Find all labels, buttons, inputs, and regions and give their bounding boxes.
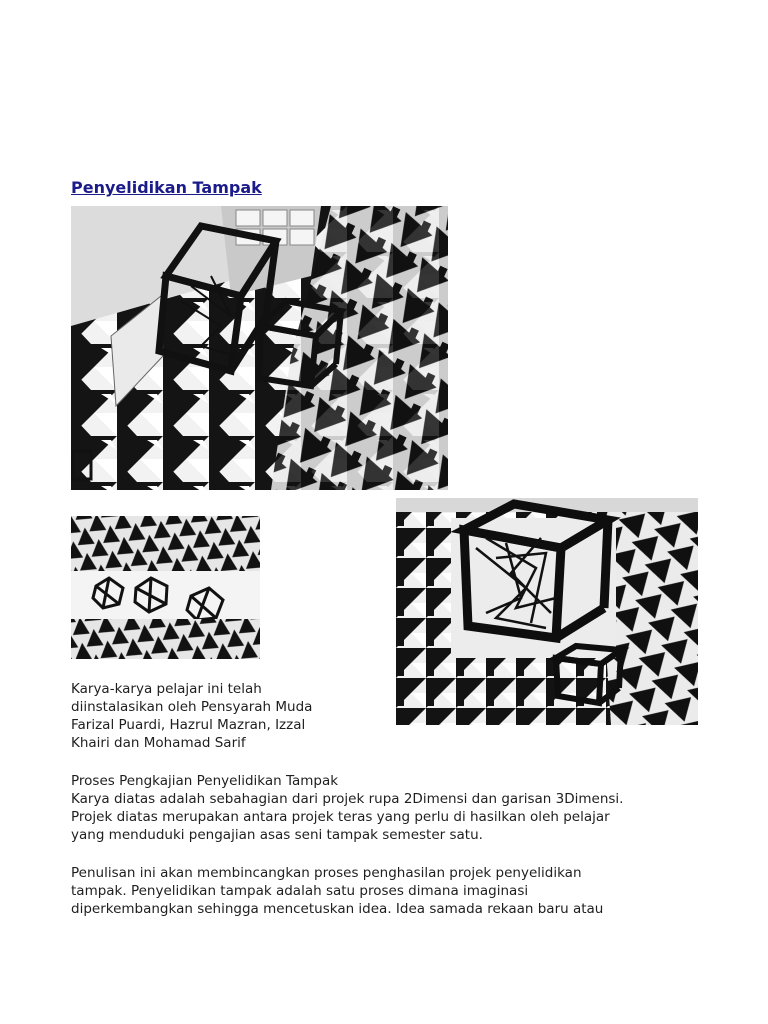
photo-large-cube-closeup (396, 498, 698, 725)
paragraph-line: diperkembangkan sehingga mencetuskan idea. Idea samada rekaan baru atau (71, 901, 604, 917)
caption-line: diinstalasikan oleh Pensyarah Muda (71, 699, 313, 715)
caption-line: Farizal Puardi, Hazrul Mazran, Izzal (71, 717, 306, 733)
caption-line: Karya-karya pelajar ini telah (71, 681, 262, 697)
photo-caption (71, 680, 312, 752)
photo-polyhedron-sculptures-graphic (71, 516, 260, 659)
caption-line: Khairi dan Mohamad Sarif (71, 735, 246, 751)
photo-cube-sculptures-wall (71, 206, 448, 490)
page-title[interactable]: Penyelidikan Tampak (71, 178, 262, 197)
photo-polyhedron-sculptures (71, 516, 260, 659)
paragraph-proses (71, 772, 623, 844)
photo-large-cube-closeup-graphic (396, 498, 698, 725)
paragraph-line: yang menduduki pengajian asas seni tampak semester satu. (71, 827, 483, 843)
paragraph-line: Projek diatas merupakan antara projek teras yang perlu di hasilkan oleh pelajar (71, 809, 610, 825)
paragraph-line: Karya diatas adalah sebahagian dari projek rupa 2Dimensi dan garisan 3Dimensi. (71, 791, 624, 807)
paragraph-line: Penulisan ini akan membincangkan proses penghasilan projek penyelidikan (71, 865, 582, 881)
paragraph-penulisan (71, 864, 603, 918)
paragraph-line: Proses Pengkajian Penyelidikan Tampak (71, 773, 339, 789)
paragraph-line: tampak. Penyelidikan tampak adalah satu proses dimana imaginasi (71, 883, 529, 899)
photo-cube-sculptures-wall-graphic (71, 206, 448, 490)
